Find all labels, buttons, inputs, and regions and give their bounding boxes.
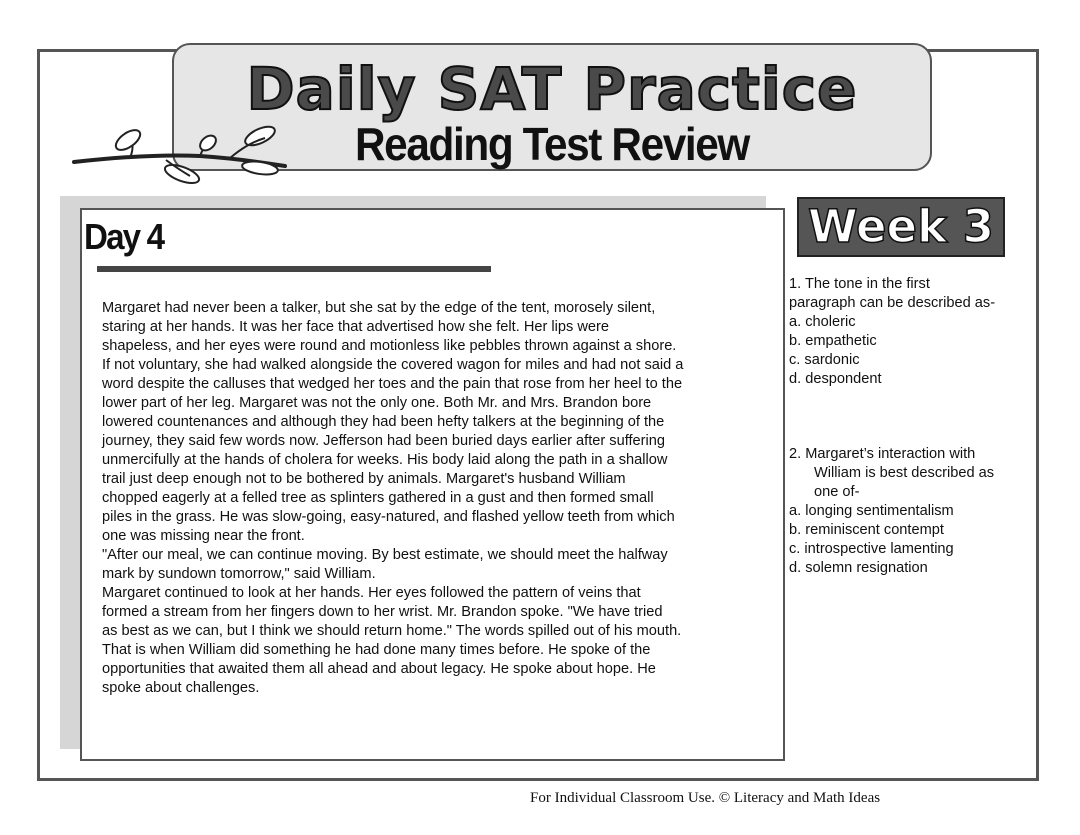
question-1-choice-c: c. sardonic [789, 352, 860, 368]
footer-copyright: For Individual Classroom Use. © Literacy and Math Ideas [530, 790, 881, 806]
question-2-stem-line-1: 2. Margaret’s interaction with [789, 446, 976, 462]
question-2-choice-d: d. solemn resignation [789, 560, 928, 576]
question-1-choice-b: b. empathetic [789, 333, 877, 349]
question-2-choice-a: a. longing sentimentalism [789, 503, 954, 519]
page-title: Daily SAT Practice [246, 55, 858, 123]
question-2-choice-c: c. introspective lamenting [789, 541, 954, 557]
question-1-choice-a: a. choleric [789, 314, 856, 330]
week-label: Week 3 [808, 200, 994, 253]
day-heading: Day 4 [84, 216, 164, 257]
question-1-choice-d: d. despondent [789, 371, 882, 387]
question-2 [789, 445, 1034, 578]
question-1-stem-line-1: 1. The tone in the first [789, 276, 930, 292]
reading-passage: Margaret had never been a talker, but she sat by the edge of the tent, morosely silent, staring at her hands. It was her face that advertised how she felt. Her lips were shapeless, and her eyes were round and motionless like pebbles thrown against a shore. If not voluntary, she had walked alongside the covered wagon for miles and had not said a word despite the calluses that wedged her toes and the pain that rose from her heel to the lower part of her leg. Margaret was not the only one. Both Mr. and Mrs. Brandon bore lowered countenances and although they had been hefty talkers at the beginning of the journey, they said few words now. Jefferson had been buried days earlier after suffering unmercifully at the hands of cholera for weeks. His body laid along the path in a shallow trail just deep enough not to be bothered by animals. Margaret's husband William chopped eagerly at a felled tree as splinters gathered in a gust and then formed small piles in the grass. He was slow-going, easy-natured, and flashed yellow teeth from which one was missing near the front. "After our meal, we can continue moving. By best estimate, we should meet the halfway mark by sundown tomorrow," said William. Margaret continued to look at her hands. Her eyes followed the pattern of veins that formed a stream from her fingers down to her wrist. Mr. Brandon spoke. "We have tried as best as we can, but I think we should return home." The words spilled out of his mouth. That is when William did something he had done many times before. He spoke of the opportunities that awaited them all ahead and about legacy. He spoke about hope. He spoke about challenges. [102, 300, 684, 696]
heading-underline [97, 266, 491, 272]
question-1-stem-line-2: paragraph can be described as- [789, 295, 996, 311]
leafy-branch-illustration [70, 118, 290, 188]
question-1 [789, 275, 1034, 389]
question-2-stem-line-3: one of- [814, 484, 860, 500]
question-2-stem-line-2: William is best described as [814, 465, 995, 481]
question-2-choice-b: b. reminiscent contempt [789, 522, 944, 538]
page-subtitle: Reading Test Review [355, 118, 749, 170]
